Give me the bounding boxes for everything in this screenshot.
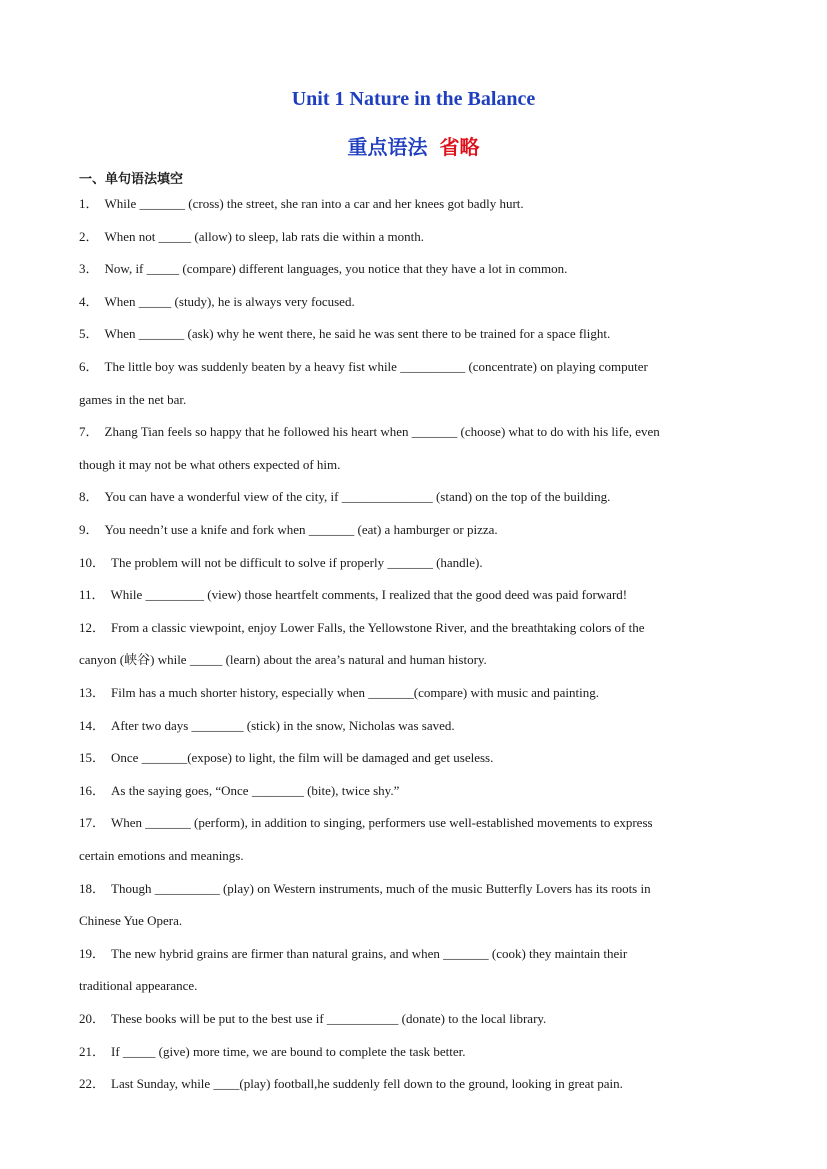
question-item	[79, 188, 739, 221]
question-number: 20．	[79, 1011, 106, 1026]
question-item	[79, 807, 739, 840]
question-item	[79, 481, 739, 514]
question-number: 13．	[79, 685, 106, 700]
question-item	[79, 775, 739, 808]
page-title: Unit 1 Nature in the Balance	[291, 88, 536, 110]
page-subtitle	[0, 131, 827, 160]
question-text: If _____ (give) more time, we are bound to complete the task better.	[111, 1043, 466, 1059]
question-text: After two days ________ (stick) in the snow, Nicholas was saved.	[111, 717, 455, 733]
question-number: 17．	[79, 815, 106, 831]
question-text: The new hybrid grains are firmer than natural grains, and when _______ (cook) they maintain their	[111, 945, 628, 961]
question-number: 12．	[79, 619, 106, 635]
question-number: 5．	[79, 326, 99, 342]
question-number: 15．	[79, 750, 106, 766]
question-text: The little boy was suddenly beaten by a heavy fist while __________ (concentrate) on playing computer	[104, 359, 648, 374]
question-continuation: certain emotions and meanings.	[79, 848, 244, 863]
question-text: Film has a much shorter history, especially when _______(compare) with music and painting.	[111, 685, 600, 700]
question-continuation: traditional appearance.	[79, 978, 198, 994]
question-text: You needn’t use a knife and fork when _______ (eat) a hamburger or pizza.	[104, 522, 498, 537]
question-item	[79, 742, 739, 775]
question-number: 1．	[79, 196, 99, 211]
question-text: From a classic viewpoint, enjoy Lower Falls, the Yellowstone River, and the breathtaking colors of the	[111, 619, 645, 635]
question-item	[79, 873, 739, 906]
question-number: 14．	[79, 717, 106, 733]
question-item	[79, 514, 739, 547]
question-item	[79, 351, 739, 384]
question-number: 11．	[79, 587, 105, 603]
question-item	[79, 677, 739, 710]
question-number: 9．	[79, 522, 99, 537]
question-text: You can have a wonderful view of the city, if ______________ (stand) on the top of the building.	[104, 489, 611, 505]
question-item	[79, 612, 739, 645]
question-text: These books will be put to the best use if ___________ (donate) to the local library.	[111, 1011, 547, 1026]
question-item	[79, 710, 739, 743]
question-text: When _______ (ask) why he went there, he said he was sent there to be trained for a space flight.	[104, 326, 611, 342]
question-text: When _____ (study), he is always very focused.	[104, 293, 355, 309]
question-item	[79, 253, 739, 286]
question-number: 6．	[79, 359, 99, 374]
question-number: 4．	[79, 293, 99, 309]
question-continuation: canyon (峡谷) while _____ (learn) about the area’s natural and human history.	[79, 652, 487, 668]
question-text: When not _____ (allow) to sleep, lab rats die within a month.	[104, 228, 425, 244]
question-text: As the saying goes, “Once ________ (bite), twice shy.”	[111, 782, 400, 798]
question-item	[79, 547, 739, 580]
question-number: 2．	[79, 228, 99, 244]
subtitle-topic: 重点语法	[347, 135, 428, 159]
question-continuation: though it may not be what others expected of him.	[79, 456, 341, 472]
question-number: 16．	[79, 782, 106, 798]
question-number: 21．	[79, 1043, 106, 1059]
question-item	[79, 1036, 739, 1069]
question-text: While _________ (view) those heartfelt comments, I realized that the good deed was paid forward!	[110, 587, 628, 603]
question-item	[79, 286, 739, 319]
question-item	[79, 318, 739, 351]
section-heading: 一、单句语法填空	[79, 172, 184, 187]
question-item	[79, 1003, 739, 1036]
question-item	[79, 1068, 739, 1101]
question-item	[79, 416, 739, 449]
question-number: 7．	[79, 424, 99, 440]
question-text: Zhang Tian feels so happy that he followed his heart when _______ (choose) what to do with his life, even	[104, 424, 660, 440]
question-number: 19．	[79, 945, 106, 961]
question-text: The problem will not be difficult to solve if properly _______ (handle).	[111, 554, 483, 570]
question-number: 8．	[79, 489, 99, 505]
question-item	[79, 221, 739, 254]
question-continuation: games in the net bar.	[79, 391, 187, 407]
question-text: Last Sunday, while ____(play) football,he suddenly fell down to the ground, looking in great pain.	[111, 1076, 623, 1092]
question-text: When _______ (perform), in addition to singing, performers use well-established movements to express	[111, 815, 653, 831]
question-text: Now, if _____ (compare) different languages, you notice that they have a lot in common.	[104, 261, 568, 277]
question-item	[79, 579, 739, 612]
subtitle-highlight: 省略	[439, 135, 480, 159]
question-number: 10．	[79, 554, 106, 570]
question-number: 18．	[79, 880, 106, 896]
question-text: While _______ (cross) the street, she ran into a car and her knees got badly hurt.	[104, 196, 524, 211]
question-number: 22．	[79, 1076, 106, 1092]
question-number: 3．	[79, 261, 99, 277]
question-text: Though __________ (play) on Western instruments, much of the music Butterfly Lovers has its roots in	[111, 880, 651, 896]
question-item	[79, 938, 739, 971]
question-text: Once _______(expose) to light, the film will be damaged and get useless.	[111, 750, 494, 766]
question-continuation: Chinese Yue Opera.	[79, 913, 183, 929]
